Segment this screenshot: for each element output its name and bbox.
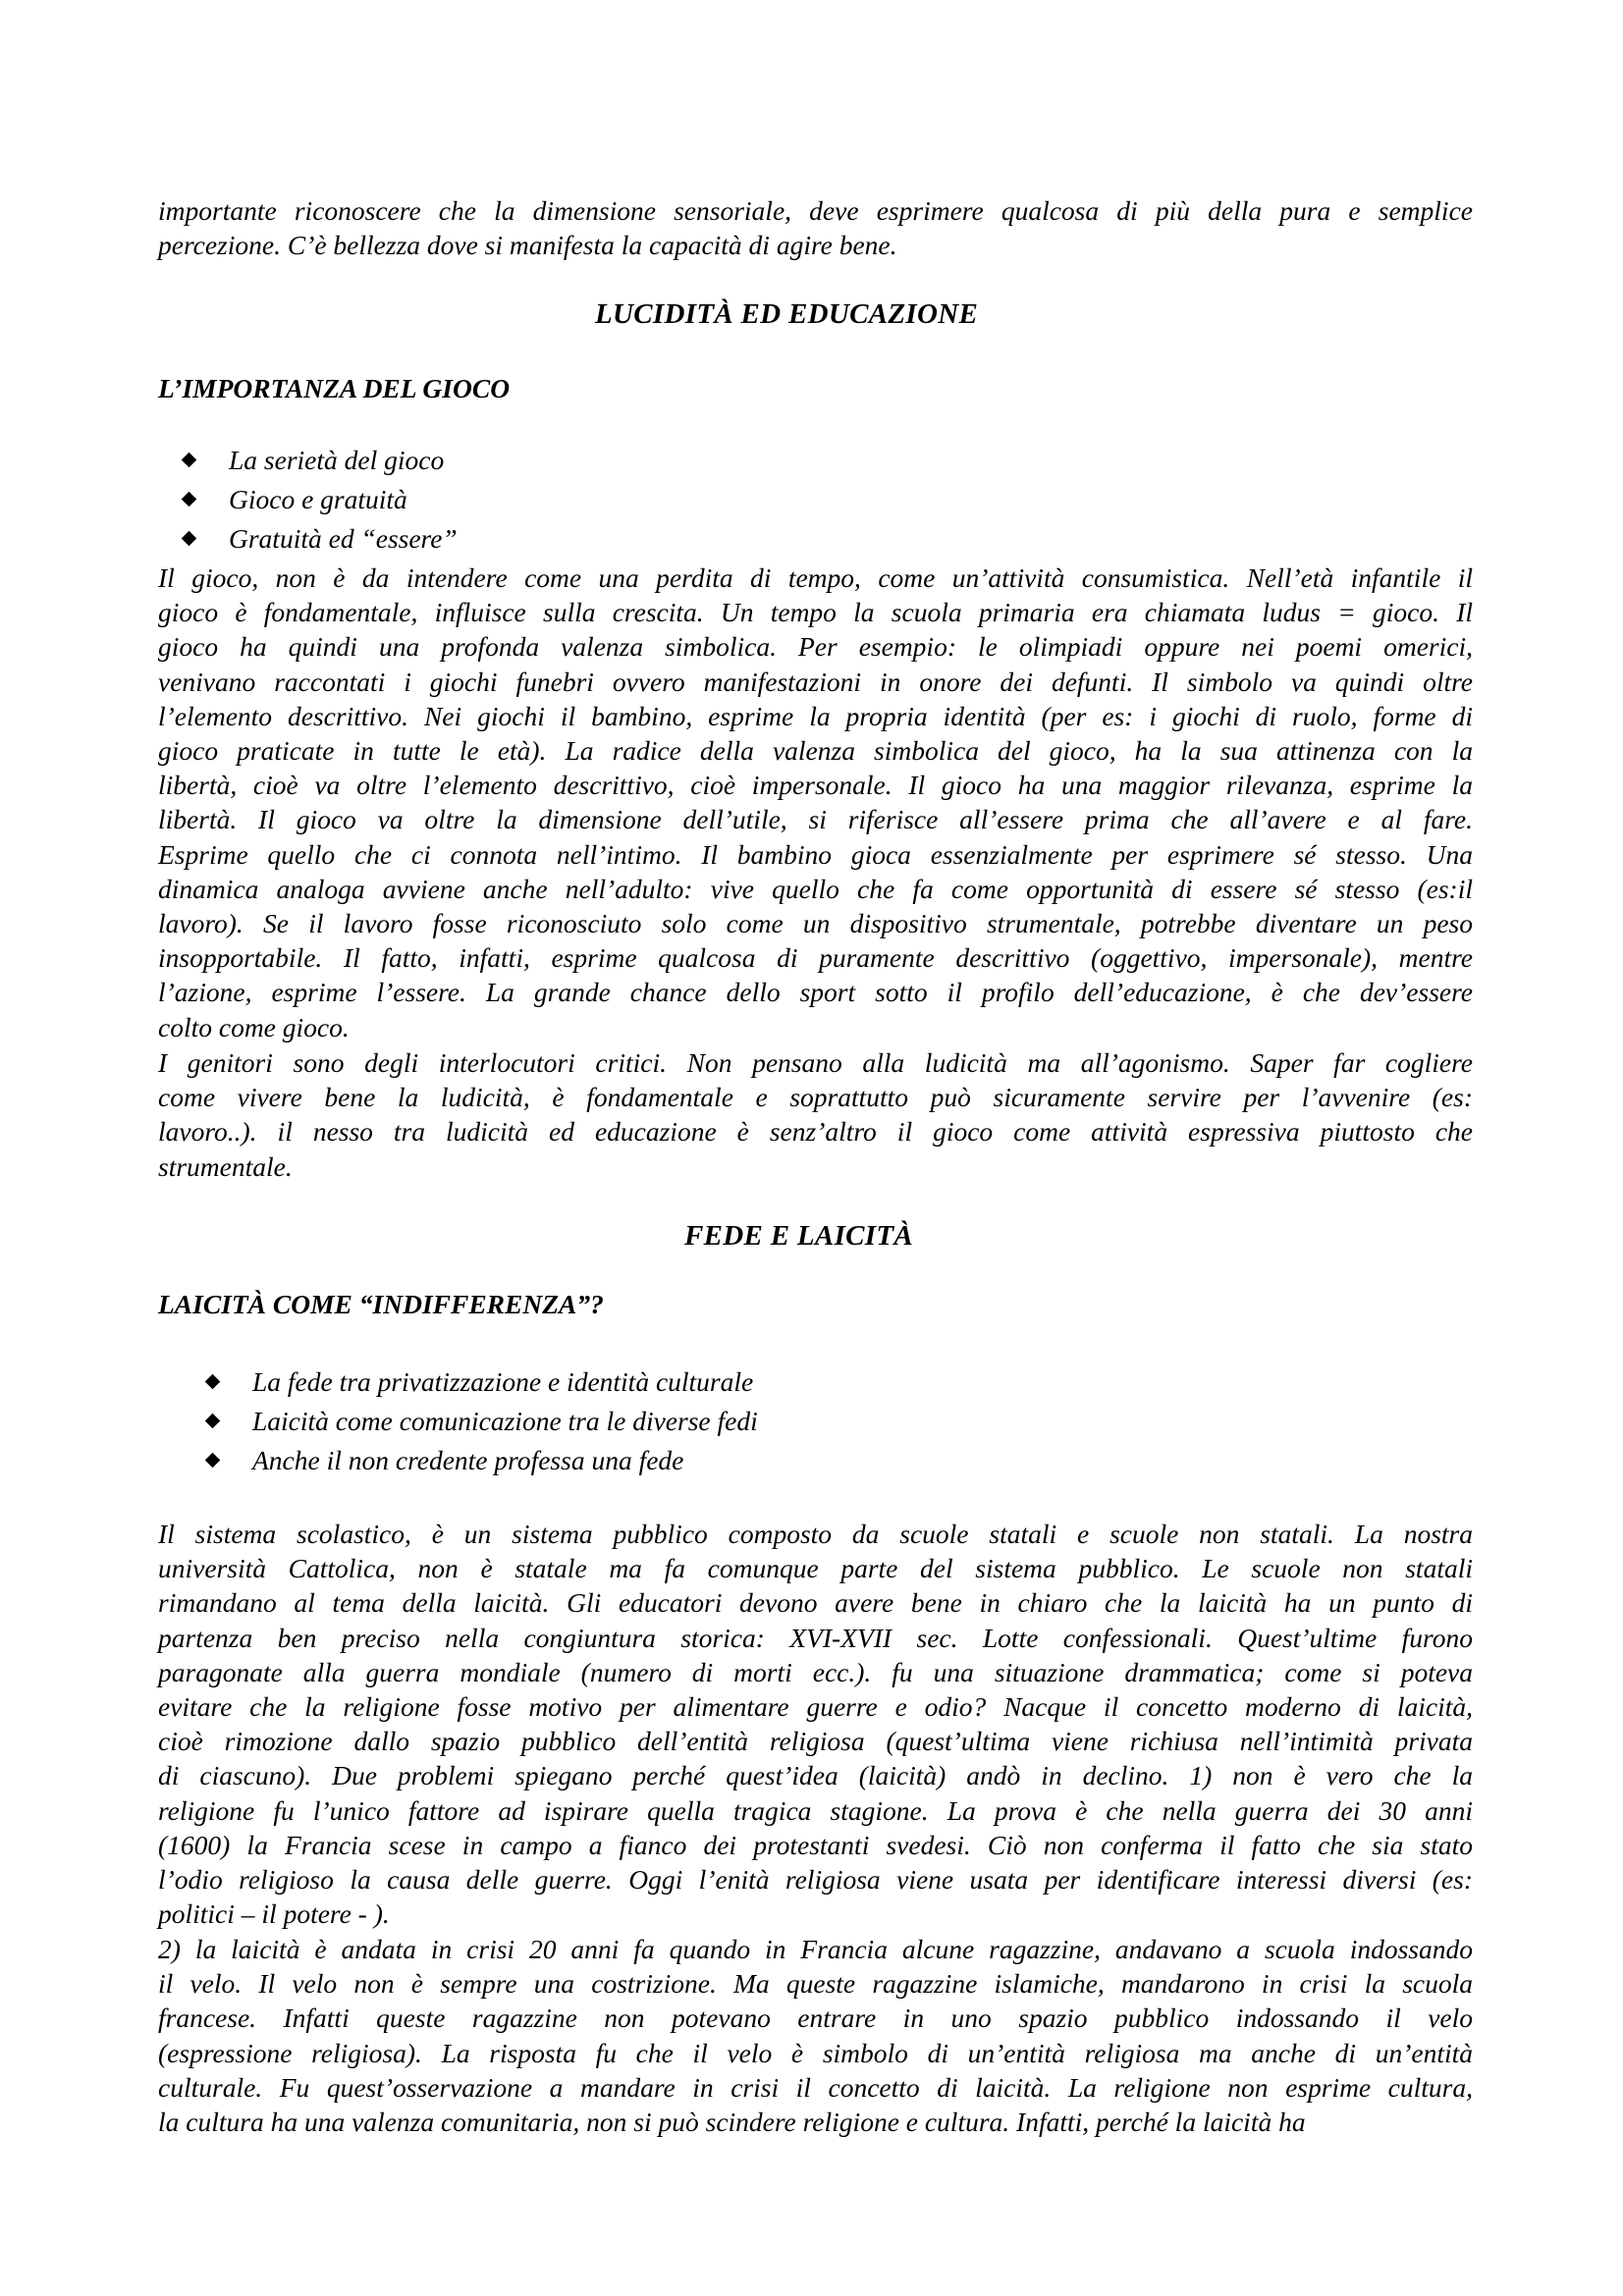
text-line: università Cattolica, non è statale ma fa comunque parte del sistema pubblico. Le scuole non statali <box>158 1553 1473 1584</box>
text-line: religione fu l’unico fattore ad ispirare quella tragica stagione. La prova è che nella guerra dei 30 anni <box>158 1794 1473 1826</box>
text-line: 2) la laicità è andata in crisi 20 anni fa quando in Francia alcune ragazzine, andavano a scuola indossando <box>158 1934 1473 1964</box>
text-line: Il sistema scolastico, è un sistema pubblico composto da scuole statali e scuole non statali. La nostra <box>158 1519 1473 1549</box>
bullet-item <box>207 1362 758 1402</box>
subsection-title-gioco: L’IMPORTANZA DEL GIOCO <box>158 373 511 403</box>
text-line: strumentale. <box>158 1150 293 1182</box>
bullet-text: Gioco e gratuità <box>229 484 407 514</box>
diamond-bullet-icon <box>182 531 197 547</box>
paragraph-laicita-2 <box>158 1932 1473 2139</box>
text-line: percezione. C’è bellezza dove si manifesta la capacità di agire bene. <box>158 230 897 261</box>
text-line: rimandano al tema della laicità. Gli educatori devono avere bene in chiaro che la laicità ha un punto di <box>158 1587 1473 1619</box>
text-line: paragonate alla guerra mondiale (numero di morti ecc.). fu una situazione drammatica; come si poteva <box>158 1656 1473 1687</box>
text-line: (1600) la Francia scese in campo a fianco dei protestanti svedesi. Ciò non conferma il fatto che sia stato <box>158 1829 1473 1860</box>
diamond-bullet-icon <box>205 1374 221 1390</box>
paragraph-gioco-2 <box>158 1045 1473 1184</box>
text-line: politici – il potere - ). <box>158 1898 390 1930</box>
bullet-list-gioco <box>184 441 458 559</box>
diamond-bullet-icon <box>205 1414 221 1429</box>
text-line: libertà. Il gioco va oltre la dimensione dell’utile, si riferisce all’essere prima che all’avere e al fare. <box>158 804 1473 835</box>
bullet-text: La fede tra privatizzazione e identità culturale <box>252 1366 754 1397</box>
paragraph-gioco-1 <box>158 561 1473 1044</box>
text-line: (espressione religiosa). La risposta fu che il velo è simbolo di un’entità religiosa ma anche di un’entità <box>158 2037 1473 2068</box>
text-line: cioè rimozione dallo spazio pubblico dell’entità religiosa (quest’ultima viene richiusa nell’intimità privata <box>158 1726 1473 1757</box>
text-line: lavoro). Se il lavoro fosse riconosciuto solo come un dispositivo strumentale, potrebbe diventare un peso <box>158 908 1473 939</box>
bullet-text: La serietà del gioco <box>229 445 445 475</box>
text-line: culturale. Fu quest’osservazione a mandare in crisi il concetto di laicità. La religione non esprime cultura, <box>158 2071 1473 2103</box>
bullet-text: Laicità come comunicazione tra le diverse fedi <box>252 1406 758 1436</box>
text-line: evitare che la religione fosse motivo per alimentare guerre e odio? Nacque il concetto moderno di laicità, <box>158 1691 1473 1723</box>
text-line: Il gioco, non è da intendere come una perdita di tempo, come un’attività consumistica. Nell’età infantile il <box>158 562 1473 593</box>
text-line: venivano raccontati i giochi funebri ovvero manifestazioni in onore dei defunti. Il simbolo va quindi oltre <box>158 666 1473 697</box>
text-line: libertà, cioè va oltre l’elemento descrittivo, cioè impersonale. Il gioco ha una maggior rilevanza, esprime la <box>158 770 1473 801</box>
text-line: gioco ha quindi una profonda valenza simbolica. Per esempio: le olimpiadi oppure nei poemi omerici, <box>158 631 1473 663</box>
text-line: l’elemento descrittivo. Nei giochi il bambino, esprime la propria identità (per es: i giochi di ruolo, forme di <box>158 700 1473 731</box>
diamond-bullet-icon <box>205 1453 221 1468</box>
text-line: gioco è fondamentale, influisce sulla crescita. Un tempo la scuola primaria era chiamata ludus = gioco. Il <box>158 597 1473 628</box>
bullet-item <box>207 1441 758 1480</box>
text-line: l’odio religioso la causa delle guerre. Oggi l’enità religiosa viene usata per identificare interessi diversi (es: <box>158 1864 1473 1896</box>
diamond-bullet-icon <box>182 453 197 468</box>
text-line: il velo. Il velo non è sempre una costrizione. Ma queste ragazzine islamiche, mandarono in crisi la scuola <box>158 1968 1473 2000</box>
text-line: partenza ben preciso nella congiuntura storica: XVI-XVII sec. Lotte confessionali. Quest’ultime furono <box>158 1622 1473 1653</box>
text-line: I genitori sono degli interlocutori critici. Non pensano alla ludicità ma all’agonismo. Saper far cogliere <box>158 1047 1473 1078</box>
text-line: la cultura ha una valenza comunitaria, non si può scindere religione e cultura. Infatti, perché la laicità ha <box>158 2107 1306 2138</box>
bullet-text: Anche il non credente professa una fede <box>252 1445 684 1475</box>
bullet-text: Gratuità ed “essere” <box>229 523 458 554</box>
bullet-item <box>184 441 458 480</box>
diamond-bullet-icon <box>182 492 197 507</box>
intro-paragraph <box>158 193 1473 262</box>
text-line: di ciascuno). Due problemi spiegano perché quest’idea (laicità) andò in declino. 1) non è vero che la <box>158 1760 1473 1791</box>
text-line: Esprime quello che ci connota nell’intimo. Il bambino gioca essenzialmente per esprimere sé stesso. Una <box>158 838 1473 870</box>
text-line: lavoro..). il nesso tra ludicità ed educazione è senz’altro il gioco come attività espressiva piuttosto che <box>158 1116 1473 1148</box>
section-title-ludicita: LUCIDITÀ ED EDUCAZIONE <box>595 298 979 330</box>
bullet-item <box>207 1402 758 1441</box>
text-line: insopportabile. Il fatto, infatti, esprime qualcosa di puramente descrittivo (oggettivo, impersonale), mentre <box>158 942 1473 974</box>
text-line: dinamica analoga avviene anche nell’adulto: vive quello che fa come opportunità di essere sé stesso (es:il <box>158 873 1473 904</box>
paragraph-laicita-1 <box>158 1517 1473 1931</box>
text-line: francese. Infatti queste ragazzine non potevano entrare in uno spazio pubblico indossando il velo <box>158 2002 1473 2034</box>
section-title-fede: FEDE E LAICITÀ <box>684 1220 914 1252</box>
bullet-list-laicita <box>207 1362 758 1480</box>
subsection-title-laicita: LAICITÀ COME “INDIFFERENZA”? <box>158 1289 604 1319</box>
text-line: come vivere bene la ludicità, è fondamentale e soprattutto può sicuramente servire per l’avvenire (es: <box>158 1082 1473 1113</box>
text-line: l’azione, esprime l’essere. La grande chance dello sport sotto il profilo dell’educazione, è che dev’essere <box>158 977 1473 1008</box>
text-line: importante riconoscere che la dimensione sensoriale, deve esprimere qualcosa di più della pura e semplice <box>158 195 1473 226</box>
text-line: gioco praticate in tutte le età). La radice della valenza simbolica del gioco, ha la sua attinenza con la <box>158 735 1473 767</box>
bullet-item <box>184 480 458 519</box>
text-line: colto come gioco. <box>158 1011 350 1042</box>
bullet-item <box>184 519 458 559</box>
